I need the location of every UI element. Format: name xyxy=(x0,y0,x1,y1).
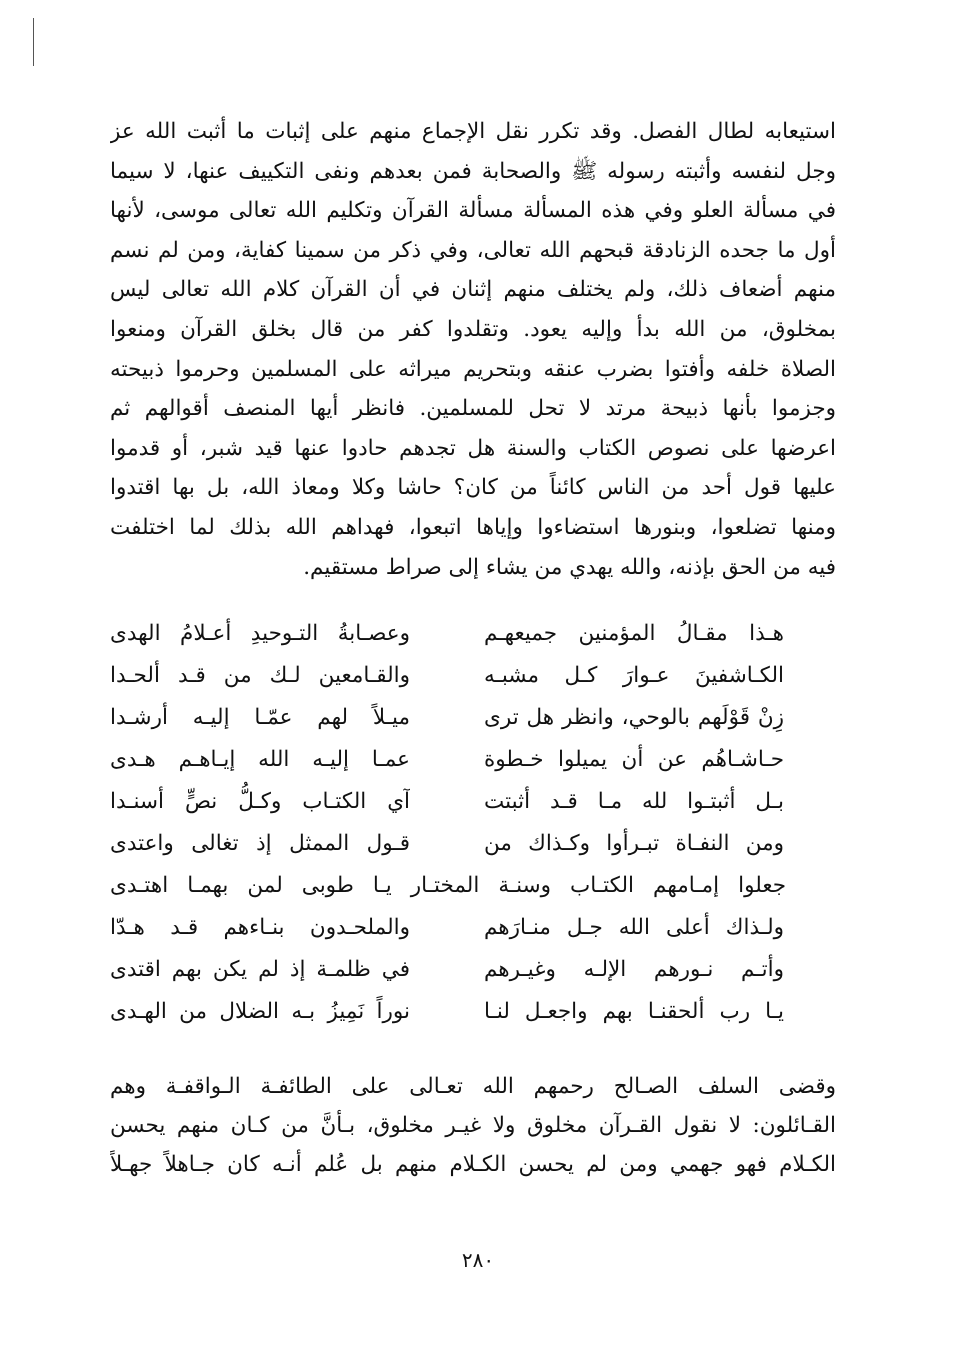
text-line: منهم أضعاف ذلك، ولم يختلف منهم إثنان في أن القرآن كلام الله تعالى ليس xyxy=(110,277,836,303)
text-line: عليها قول أحد من الناس كائناً من كان؟ حاشا وكلا ومعاذ الله، بل بها اقتدوا xyxy=(110,475,836,501)
verse-first-half: الكـاشفينَ عـوارَ كـل مشبـه xyxy=(484,663,784,689)
text-line: وجل لنفسه وأثبته رسوله ﷺ والصحابة فمن بعدهم ونفى التكييف عنها، لا سيما xyxy=(110,158,836,184)
verse-first-half: بـل أثبتـوا لله مـا قـد أثبتت xyxy=(484,789,784,815)
text-line: استيعابه لطال الفصل. وقد تكرر نقل الإجماع منهم على إثبات ما أثبت الله عز xyxy=(110,119,836,144)
poem-verse xyxy=(110,823,836,865)
text-line: الكـلام فهو جهمي ومن لم يحسن الكـلام منهم بل عُلم أنـه كان جـاهلاً جهـلاً xyxy=(110,1152,836,1178)
poem-verse xyxy=(110,949,836,991)
text-line: وقضى السلف الصـالح رحمهم الله تعـالى على الطائفـة الـواقفـة وهم xyxy=(110,1074,836,1100)
text-line: بمخلوق، من الله بدأ وإليه يعود. وتقلدوا كفر من قال بخلق القرآن ومنعوا xyxy=(110,316,836,342)
poem-verse xyxy=(110,907,836,949)
text-line: الصلاة خلفه وأفتوا بضرب عنقه وبتحريم ميراثه على المسلمين وحرموا ذبيحته xyxy=(110,356,836,382)
verse-second-half: والقـامعين لـك من قـد ألحـدا xyxy=(110,663,410,689)
verse-first-half: زِنْ قَوْلَهم بالوحي، وانظر هل ترى xyxy=(484,705,784,731)
poem-verse xyxy=(110,697,836,739)
text-line: اعرضها على نصوص الكتاب والسنة هل تجدهم حادوا عنها قيد شبر، أو قدموا xyxy=(110,435,836,461)
poem-verse xyxy=(110,655,836,697)
text-line: ومنها تضلعوا، وبنورها استضاءوا وإياها اتبعوا، فهداهم الله بذلك لما اختلفت xyxy=(110,514,836,540)
verse-second-half: والملحـدون بنـاءهم قـد هـدّا xyxy=(110,915,410,941)
text-line: القـائلون: لا نقول القـرآن مخلوق ولا غيـر مخلوق، بـأنَّ من كـان منهم يحسن xyxy=(110,1113,836,1139)
verse-first-half: ولـذاك أعلى الله جـل منـارَهم xyxy=(484,915,784,941)
verse-first-half: هـذا مقـالُ المؤمنين جميعهـم xyxy=(484,621,784,647)
verse-second-half: ميـلاً لهم عمّـا إليـه أرشـدا xyxy=(110,705,410,731)
verse-second-half: آي الكتـاب وكـلُّ نصٍّ أسنـدا xyxy=(110,789,410,815)
text-line: في مسألة العلو وفي هذه المسألة مسألة القرآن وتكليم الله تعالى موسى، لأنها xyxy=(110,198,836,224)
text-line: أول ما جحده الزنادقة قبحهم الله تعالى، وفي ذكر من سمينا كفاية، ومن لم نسم xyxy=(110,237,836,263)
verse-second-half: وعصـابةُ التـوحيدِ أعـلامُ الهدى xyxy=(110,621,410,647)
text-line: فيه من الحق بإذنه، والله يهدي من يشاء إلى صراط مستقيم. xyxy=(303,554,836,580)
verse-first-half: حـاشـاهُم عن أن يميلوا خـطوة xyxy=(484,747,784,773)
margin-rule xyxy=(33,18,34,66)
text-line: وجزموا بأنها ذبيحة مرتد لا تحل للمسلمين. فانظر أيها المنصف أقوالهم ثم xyxy=(110,396,836,422)
verse-second-half: نوراً نَمِيزُ بـه الضلال من الهـدى xyxy=(110,999,410,1025)
poem-verse xyxy=(110,781,836,823)
verse-first-half: وأتـم نـورهم الإلـه وغيـرهم xyxy=(484,957,784,983)
verse-second-half: قـول الممثل إذ تغالى واعتدى xyxy=(110,831,410,857)
prose-top xyxy=(110,112,836,587)
verse-first-half: ومن النفـاة تبـرأوا وكـذاك من xyxy=(484,831,784,857)
poem xyxy=(110,613,836,1033)
poem-verse xyxy=(110,739,836,781)
poem-verse-full: جعلوا إمـامهم الكتـاب وسنـة المختـار يـا طوبى لمن بهمـا اهتـدى xyxy=(110,873,786,899)
page-number: ٢٨٠ xyxy=(461,1248,495,1272)
prose-bottom xyxy=(110,1067,836,1184)
poem-verse xyxy=(110,613,836,655)
page-body xyxy=(110,112,836,1184)
verse-second-half: في ظلمـة إذ لم يكن بهم اقتدى xyxy=(110,957,410,983)
verse-second-half: عمـا إليـه الله إيـاهـم هـدى xyxy=(110,747,410,773)
verse-first-half: يـا رب ألحقنـا بهم واجعـل لنـا xyxy=(484,999,784,1025)
poem-verse xyxy=(110,991,836,1033)
